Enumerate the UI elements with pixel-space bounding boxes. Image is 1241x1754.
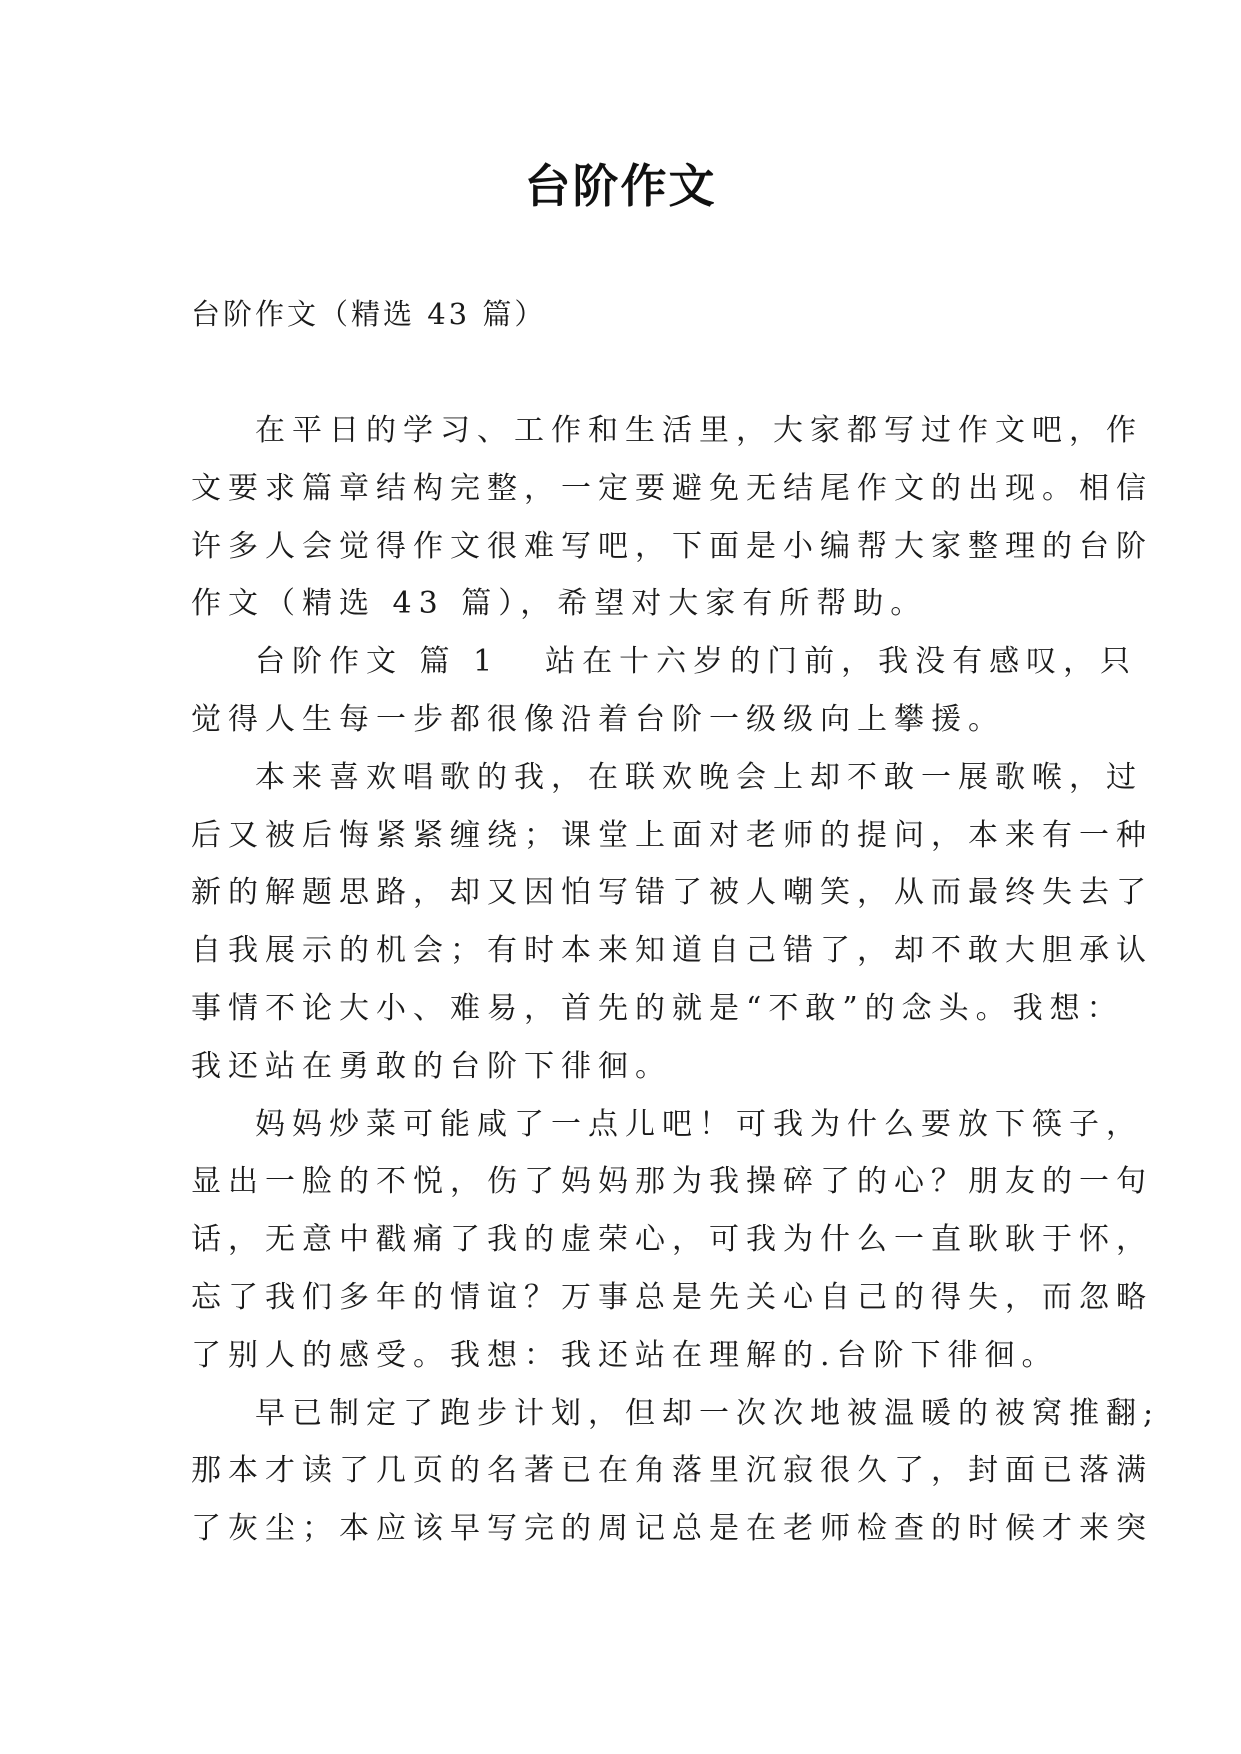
paragraph-line: 文要求篇章结构完整，一定要避免无结尾作文的出现。相信 — [191, 470, 1153, 506]
paragraph-line: 妈妈炒菜可能咸了一点儿吧！可我为什么要放下筷子， — [255, 1106, 1143, 1142]
paragraph-line: 那本才读了几页的名著已在角落里沉寂很久了，封面已落满 — [191, 1453, 1153, 1489]
paragraph-line: 事情不论大小、难易，首先的就是“不敢”的念头。我想： — [191, 990, 1124, 1026]
paragraph-line: 我还站在勇敢的台阶下徘徊。 — [191, 1048, 672, 1084]
paragraph-text: 站在十六岁的门前，我没有感叹，只 — [545, 644, 1138, 680]
paragraph-line: 新的解题思路，却又因怕写错了被人嘲笑，从而最终失去了 — [191, 875, 1153, 911]
paragraph-line: 显出一脸的不悦，伤了妈妈那为我操碎了的心？朋友的一句 — [191, 1164, 1153, 1200]
paragraph-line: 自我展示的机会；有时本来知道自己错了，却不敢大胆承认 — [191, 933, 1153, 969]
section-heading-line — [191, 633, 1138, 691]
document-body — [191, 402, 1161, 1558]
section-heading: 台阶作文 篇 1 — [255, 644, 500, 680]
document-title: 台阶作文 — [524, 159, 717, 213]
paragraph-line: 后又被后悔紧紧缠绕；课堂上面对老师的提问，本来有一种 — [191, 817, 1153, 853]
paragraph-line: 了灰尘；本应该早写完的周记总是在老师检查的时候才来突 — [191, 1511, 1153, 1547]
paragraph-line: 早已制定了跑步计划，但却一次次地被温暖的被窝推翻; — [255, 1395, 1161, 1431]
paragraph-line: 觉得人生每一步都很像沿着台阶一级级向上攀援。 — [191, 701, 1005, 737]
paragraph-line: 话，无意中戳痛了我的虚荣心，可我为什么一直耿耿于怀， — [191, 1222, 1153, 1258]
paragraph-line: 了别人的感受。我想：我还站在理解的.台阶下徘徊。 — [191, 1337, 1059, 1373]
paragraph-line: 作文（精选 43 篇），希望对大家有所帮助。 — [191, 586, 928, 622]
document-subtitle: 台阶作文（精选 43 篇） — [191, 297, 547, 331]
paragraph-line: 在平日的学习、工作和生活里，大家都写过作文吧，作 — [255, 413, 1143, 448]
paragraph-line: 许多人会觉得作文很难写吧，下面是小编帮大家整理的台阶 — [191, 528, 1153, 564]
paragraph-line: 忘了我们多年的情谊？万事总是先关心自己的得失，而忽略 — [191, 1279, 1153, 1315]
paragraph-line: 本来喜欢唱歌的我，在联欢晚会上却不敢一展歌喉，过 — [255, 759, 1143, 795]
